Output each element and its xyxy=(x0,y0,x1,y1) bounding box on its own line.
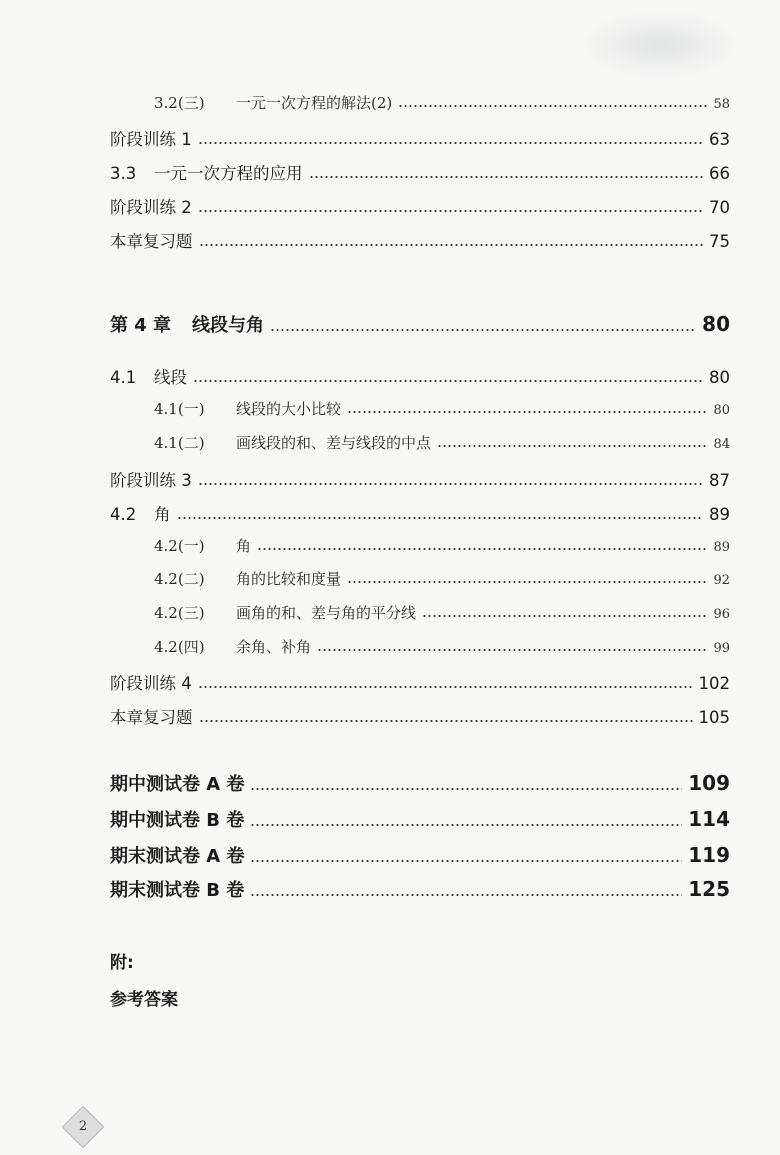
leader-dots xyxy=(250,858,682,868)
leader-dots xyxy=(250,786,682,796)
entry-page: 58 xyxy=(713,97,730,112)
chapter-number: 第 4 章 xyxy=(110,315,172,336)
entry-page: 80 xyxy=(702,312,730,336)
entry-title: 画线段的和、差与线段的中点 xyxy=(236,434,432,452)
entry-number: 4.2(四) xyxy=(154,638,205,656)
entry-page: 70 xyxy=(709,198,730,217)
leader-dots xyxy=(317,647,707,657)
entry-number: 4.2(二) xyxy=(154,570,205,588)
entry-page: 75 xyxy=(709,232,730,251)
leader-dots xyxy=(398,103,707,113)
leader-dots xyxy=(250,822,682,832)
leader-dots xyxy=(199,718,693,728)
entry-page: 109 xyxy=(688,771,730,795)
entry-title: 角 xyxy=(154,505,171,524)
toc-entry[interactable] xyxy=(110,467,730,491)
leader-dots xyxy=(198,481,703,491)
toc-entry[interactable] xyxy=(154,636,730,657)
entry-page: 92 xyxy=(713,573,730,588)
leader-dots xyxy=(347,409,707,419)
entry-title: 角 xyxy=(236,537,252,555)
entry-page: 80 xyxy=(713,403,730,418)
entry-number: 3.3 xyxy=(110,164,137,183)
entry-number: 4.1(一) xyxy=(154,400,205,418)
leader-dots xyxy=(198,208,703,218)
entry-number: 4.1 xyxy=(110,368,137,387)
entry-number: 4.2 xyxy=(110,505,137,524)
toc-entry[interactable] xyxy=(110,160,730,184)
entry-number: 4.2(一) xyxy=(154,537,205,555)
toc-entry[interactable] xyxy=(154,602,730,623)
leader-dots xyxy=(437,443,707,453)
entry-title: 本章复习题 xyxy=(110,232,193,251)
entry-number: 3.2(三) xyxy=(154,94,205,112)
leader-dots xyxy=(347,579,707,589)
toc-entry[interactable] xyxy=(110,364,730,388)
toc-chapter-entry[interactable] xyxy=(110,311,730,337)
entry-page: 84 xyxy=(713,437,730,452)
entry-title: 期中测试卷 B 卷 xyxy=(110,810,245,831)
entry-page: 80 xyxy=(709,368,730,387)
leader-dots xyxy=(193,378,703,388)
entry-title: 阶段训练 1 xyxy=(110,130,192,149)
entry-page: 102 xyxy=(698,674,730,693)
leader-dots xyxy=(199,242,704,252)
toc-exam-entry[interactable] xyxy=(110,806,730,832)
toc-entry[interactable] xyxy=(154,92,730,113)
toc-entry[interactable] xyxy=(110,501,730,525)
leader-dots xyxy=(309,174,704,184)
entry-title: 一元一次方程的应用 xyxy=(154,164,303,183)
toc-entry[interactable] xyxy=(110,228,730,252)
entry-title: 期末测试卷 B 卷 xyxy=(110,880,245,901)
entry-number: 4.1(二) xyxy=(154,434,205,452)
entry-title: 画角的和、差与角的平分线 xyxy=(236,604,417,622)
entry-page: 125 xyxy=(688,877,730,901)
entry-title: 阶段训练 4 xyxy=(110,674,192,693)
entry-page: 114 xyxy=(688,807,730,831)
toc-exam-entry[interactable] xyxy=(110,876,730,902)
toc-entry[interactable] xyxy=(154,432,730,453)
toc-exam-entry[interactable] xyxy=(110,842,730,868)
leader-dots xyxy=(257,546,707,556)
entry-number: 4.2(三) xyxy=(154,604,205,622)
entry-title: 一元一次方程的解法(2) xyxy=(236,94,393,112)
entry-page: 96 xyxy=(713,607,730,622)
entry-title: 线段的大小比较 xyxy=(236,400,342,418)
leader-dots xyxy=(177,515,704,525)
entry-page: 99 xyxy=(713,641,730,656)
entry-page: 119 xyxy=(688,843,730,867)
appendix-heading: 附: xyxy=(110,953,134,973)
page-number: 2 xyxy=(78,1119,88,1134)
leader-dots xyxy=(270,327,696,337)
toc-entry[interactable] xyxy=(110,194,730,218)
entry-title: 线段 xyxy=(154,368,187,387)
entry-page: 105 xyxy=(698,708,730,727)
entry-title: 余角、补角 xyxy=(236,638,312,656)
entry-page: 87 xyxy=(709,471,730,490)
entry-title: 角的比较和度量 xyxy=(236,570,342,588)
entry-page: 63 xyxy=(709,130,730,149)
leader-dots xyxy=(250,892,682,902)
entry-page: 89 xyxy=(713,540,730,555)
toc-exam-entry[interactable] xyxy=(110,770,730,796)
entry-title: 本章复习题 xyxy=(110,708,193,727)
leader-dots xyxy=(422,613,707,623)
entry-title: 阶段训练 2 xyxy=(110,198,192,217)
entry-title: 阶段训练 3 xyxy=(110,471,192,490)
toc-entry[interactable] xyxy=(154,398,730,419)
entry-title: 期中测试卷 A 卷 xyxy=(110,774,245,795)
leader-dots xyxy=(198,140,703,150)
leader-dots xyxy=(198,684,693,694)
entry-title: 期末测试卷 A 卷 xyxy=(110,846,245,867)
entry-page: 89 xyxy=(709,505,730,524)
chapter-title: 线段与角 xyxy=(192,315,264,336)
toc-entry[interactable] xyxy=(154,535,730,556)
appendix-item[interactable]: 参考答案 xyxy=(110,990,178,1010)
toc-entry[interactable] xyxy=(110,704,730,728)
entry-page: 66 xyxy=(709,164,730,183)
toc-entry[interactable] xyxy=(154,568,730,589)
toc-entry[interactable] xyxy=(110,126,730,150)
toc-entry[interactable] xyxy=(110,670,730,694)
